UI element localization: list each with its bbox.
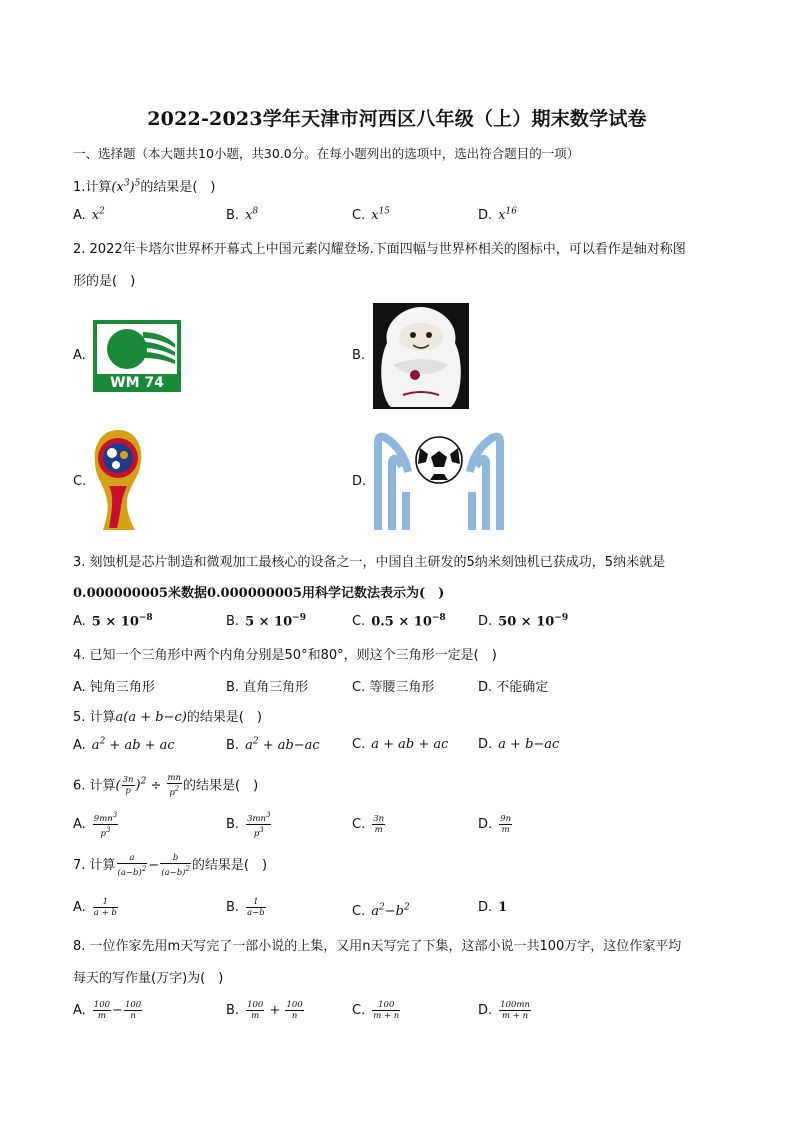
- option-b[interactable]: B. $\frac{100}{m}$ + $\frac{100}{n}$: [226, 1000, 303, 1021]
- question-8-line1: 8. 一位作家先用m天写完了一部小说的上集，又用n天写完了下集，这部小说一共100万字，这位作家平均: [73, 939, 682, 954]
- question-3-line1: 3. 刻蚀机是芯片制造和微观加工最核心的设备之一，中国自主研发的5纳米刻蚀机已获成功，5纳米就是: [73, 555, 666, 570]
- option-a[interactable]: A. $5 \times 10^{-8}$: [73, 613, 153, 630]
- svg-text:WM 74: WM 74: [110, 375, 164, 391]
- section-heading: 一、选择题（本大题共10小题，共30.0分。在每小题列出的选项中，选出符合题目的一项）: [73, 146, 580, 161]
- question-6: 6. 计算( $\frac{3n}{p}$ )$^2$ ÷ $\frac{mn}{p^2}$ 的结果是( ): [73, 773, 259, 799]
- option-a[interactable]: A. $\frac{9mn^3}{p^3}$: [73, 811, 118, 839]
- option-d[interactable]: D. $\frac{9n}{m}$: [478, 814, 512, 835]
- option-d[interactable]: D.: [352, 432, 512, 530]
- question-3-options: [73, 613, 723, 633]
- option-d[interactable]: D. $50 \times 10^{-9}$: [478, 613, 569, 630]
- question-4-options: [73, 676, 723, 696]
- question-6-options: [73, 810, 723, 840]
- world-cup-2018-emblem-image: [91, 428, 145, 532]
- option-d[interactable]: D. $\frac{100mn}{m + n}$: [478, 1000, 530, 1021]
- option-b[interactable]: B. $\frac{3mn^3}{p^3}$: [226, 811, 271, 839]
- option-c[interactable]: C. 等腰三角形: [352, 680, 435, 695]
- option-c[interactable]: C. $\frac{100}{m + n}$: [352, 1000, 400, 1021]
- question-3-line2: 0.000000005米数据0.000000005用科学记数法表示为( ): [73, 586, 445, 601]
- option-d[interactable]: D. 不能确定: [478, 680, 549, 695]
- option-d[interactable]: D. a + b−ac: [478, 737, 560, 752]
- question-5: 5. 计算a(a + b−c)的结果是( ): [73, 710, 262, 725]
- question-2-line2: 形的是( ): [73, 274, 136, 289]
- option-c[interactable]: C.: [73, 428, 153, 532]
- option-b[interactable]: B. $\frac{1}{a-b}$: [226, 897, 265, 918]
- option-a[interactable]: A. $a^2$ + ab + ac: [73, 737, 175, 754]
- option-c[interactable]: C. $\frac{3n}{m}$: [352, 814, 385, 835]
- option-a[interactable]: A. 钝角三角形: [73, 680, 155, 695]
- option-a[interactable]: A. WM 74: [73, 318, 193, 393]
- laeeb-mascot-image: [373, 303, 469, 409]
- option-c[interactable]: C. $0.5 \times 10^{-8}$: [352, 613, 446, 630]
- option-c[interactable]: C. a + ab + ac: [352, 737, 449, 752]
- option-b[interactable]: B. $5 \times 10^{-9}$: [226, 613, 306, 630]
- option-c[interactable]: C. $x^{15}$: [352, 207, 391, 224]
- question-4: 4. 已知一个三角形中两个内角分别是50°和80°，则这个三角形一定是( ): [73, 648, 497, 663]
- option-a[interactable]: A. $\frac{1}{a + b}$: [73, 897, 117, 918]
- option-c[interactable]: C. $a^2-b^2$: [352, 903, 410, 920]
- question-5-options: [73, 737, 723, 757]
- option-b[interactable]: B. 直角三角形: [226, 680, 309, 695]
- page-title: 2022-2023学年天津市河西区八年级（上）期末数学试卷: [147, 108, 647, 130]
- wm74-logo-image: [93, 320, 181, 392]
- argentina-1978-emblem-image: [372, 432, 506, 530]
- question-8-options: [73, 996, 723, 1026]
- question-8-line2: 每天的写作量(万字)为( ): [73, 971, 224, 986]
- option-b[interactable]: B. $a^2 + ab-ac$: [226, 737, 320, 754]
- option-a[interactable]: A. $\frac{100}{m}$ − $\frac{100}{n}$: [73, 1000, 142, 1021]
- question-1: 1.计算$(x^3)^5$的结果是( ): [73, 178, 216, 195]
- option-b[interactable]: B.: [352, 303, 492, 409]
- option-a[interactable]: A. $x^2$: [73, 207, 105, 224]
- question-7-options: [73, 893, 723, 923]
- option-d[interactable]: D. $x^{16}$: [478, 207, 517, 224]
- option-d[interactable]: D. 1: [478, 900, 508, 915]
- question-1-options: [73, 207, 723, 227]
- question-7: 7. 计算 $\frac{a}{(a-b)^2}$ − $\frac{b}{(a-b)^2}$ 的结果是( ): [73, 853, 268, 878]
- option-b[interactable]: B. $x^8$: [226, 207, 259, 224]
- question-2-line1: 2. 2022年卡塔尔世界杯开幕式上中国元素闪耀登场.下面四幅与世界杯相关的图标中，可以看作是轴对称图: [73, 242, 686, 257]
